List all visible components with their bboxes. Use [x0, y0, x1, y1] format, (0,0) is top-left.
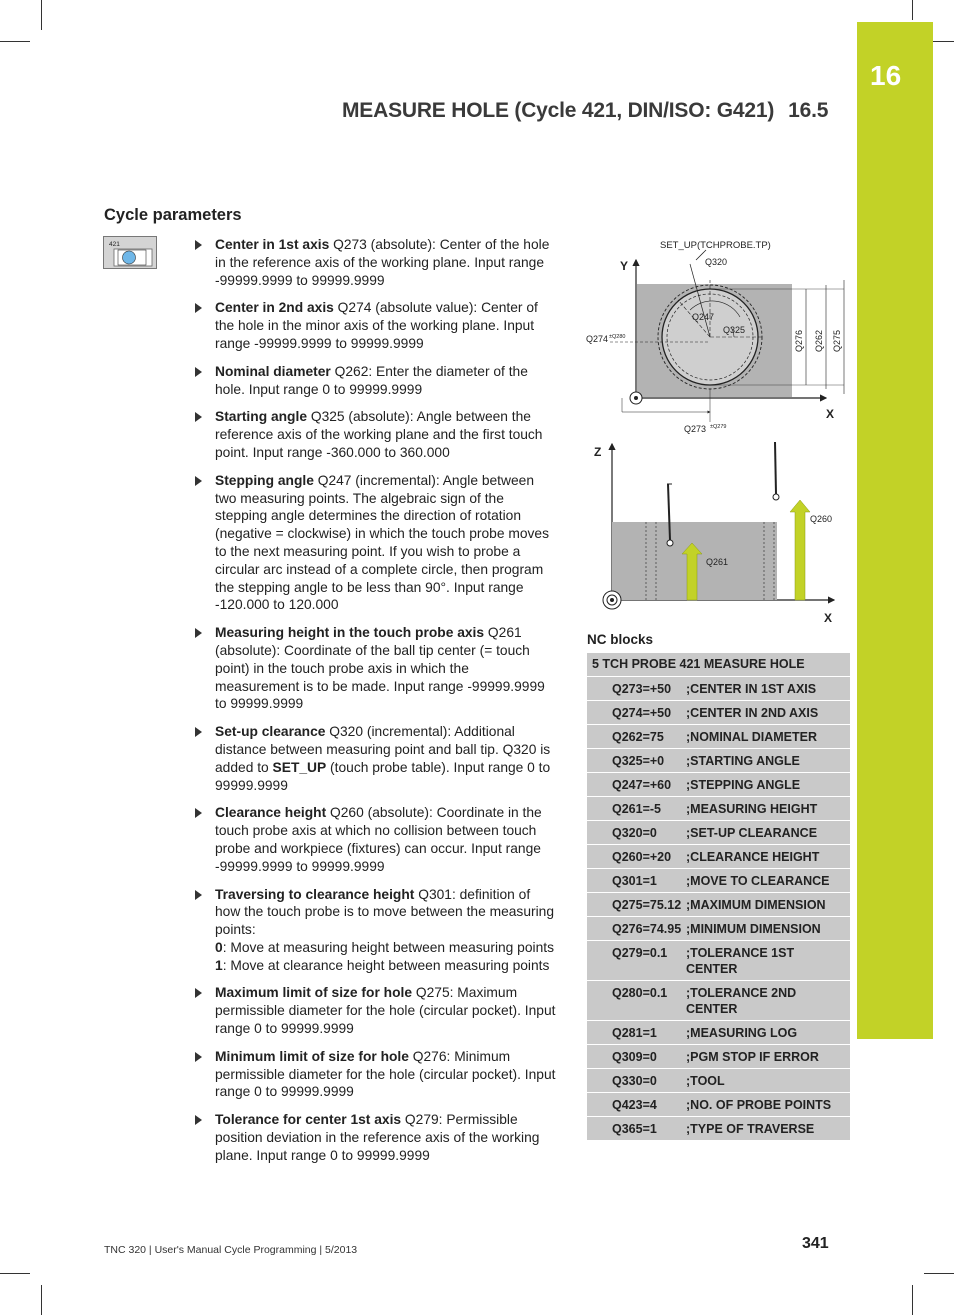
- crop-mark: [0, 41, 30, 42]
- y-axis-label: Y: [620, 259, 629, 273]
- parameter-keyword: SET_UP: [272, 759, 327, 775]
- q279-label: ±Q279: [710, 424, 727, 430]
- parameter-item: [195, 299, 557, 352]
- option-text: : Move at measuring height between measuring points: [222, 939, 555, 955]
- nc-row: [587, 1021, 850, 1044]
- nc-param: Q275=75.12: [612, 898, 682, 912]
- nc-comment: ;CENTER IN 1ST AXIS: [686, 682, 817, 696]
- nc-comment: ;MEASURING HEIGHT: [686, 802, 818, 816]
- nc-row: [587, 869, 850, 892]
- nc-blocks-title: NC blocks: [587, 632, 654, 647]
- parameter-name: Nominal diameter: [215, 363, 331, 379]
- bullet-arrow-icon: [195, 988, 202, 998]
- nc-param: Q274=+50: [612, 706, 672, 720]
- parameter-description: Q279: Permissible position deviation in the reference axis of the working plane. Input range 0 to 99999.9999: [215, 1112, 540, 1163]
- parameter-description: Q260 (absolute): Coordinate in the touch probe axis at which no collision between touch probe and workpiece (fixtures) can occur. Input range -99999.9999 to 99999.9999: [215, 805, 542, 874]
- z-axis-label: Z: [594, 445, 602, 459]
- nc-comment: ;STARTING ANGLE: [686, 754, 800, 768]
- nc-blocks-table: [587, 653, 850, 1141]
- option-key: 1: [215, 957, 223, 973]
- nc-param: Q280=0.1: [612, 986, 668, 1000]
- option-text: : Move at clearance height between measuring points: [222, 957, 550, 973]
- parameter-item: [195, 236, 557, 289]
- nc-comment: ;MINIMUM DIMENSION: [686, 922, 821, 936]
- chapter-tab: [857, 22, 933, 1039]
- nc-row: [587, 917, 850, 940]
- nc-row: [587, 821, 850, 844]
- nc-param: Q423=4: [612, 1098, 657, 1112]
- parameter-name: Stepping angle: [215, 472, 314, 488]
- nc-row: [587, 677, 850, 700]
- parameter-description: (touch probe table). Input range 0 to 99999.9999: [215, 759, 551, 793]
- nc-param: Q279=0.1: [612, 946, 668, 960]
- nc-comment: ;MOVE TO CLEARANCE: [686, 874, 830, 888]
- cycle-diagram: [586, 232, 850, 632]
- nc-header-row: 5 TCH PROBE 421 MEASURE HOLE: [587, 653, 850, 676]
- bullet-arrow-icon: [195, 1115, 202, 1125]
- page-header: [342, 99, 828, 123]
- nc-row: [587, 893, 850, 916]
- q262-label: Q262: [814, 329, 824, 352]
- nc-param: Q330=0: [612, 1074, 657, 1088]
- parameter-name: Traversing to clearance height: [215, 886, 415, 902]
- parameter-description: Q275: Maximum permissible diameter for the hole (circular pocket). Input range 0 to 99999.9999: [215, 985, 556, 1037]
- q280-label: ±Q280: [609, 334, 626, 340]
- parameter-item: [195, 363, 557, 399]
- nc-comment: ;PGM STOP IF ERROR: [686, 1050, 819, 1064]
- bullet-arrow-icon: [195, 303, 202, 313]
- nc-param: Q365=1: [612, 1122, 657, 1136]
- parameter-item: [195, 1111, 557, 1164]
- nc-param: Q309=0: [612, 1050, 657, 1064]
- nc-row: [587, 1117, 850, 1140]
- nc-row: [587, 845, 850, 868]
- nc-comment: ;CENTER IN 2ND AXIS: [686, 706, 819, 720]
- nc-comment: ;TOLERANCE 1ST CENTER: [686, 946, 795, 976]
- parameter-description: Q262: Enter the diameter of the hole. Input range 0 to 99999.9999: [215, 363, 528, 397]
- crop-mark: [924, 1273, 954, 1274]
- parameter-name: Minimum limit of size for hole: [215, 1048, 409, 1064]
- q320-label: Q320: [705, 257, 728, 267]
- crop-mark: [41, 1285, 42, 1315]
- bullet-arrow-icon: [195, 727, 202, 737]
- parameter-name: Center in 1st axis: [215, 237, 330, 252]
- q260-label: Q260: [810, 514, 833, 524]
- parameter-description: Q325 (absolute): Angle between the reference axis of the working plane and the first touch point. Input range -360.000 to 360.000: [215, 409, 543, 460]
- parameter-item: [195, 472, 557, 614]
- bullet-arrow-icon: [195, 1052, 202, 1062]
- header-title: MEASURE HOLE (Cycle 421, DIN/ISO: G421): [342, 99, 775, 122]
- section-title: Cycle parameters: [104, 206, 242, 224]
- nc-param: Q247=+60: [612, 778, 672, 792]
- parameter-description: Q301: definition of how the touch probe is to move between the measuring points:: [215, 886, 554, 938]
- q247-label: Q247: [692, 312, 715, 322]
- parameter-description: Q261 (absolute): Coordinate of the ball tip center (= touch point) in the touch probe axis in which the measurement is to be made. Input range -99999.9999 to 99999.9999: [215, 625, 545, 712]
- cycle-421-icon: [103, 236, 157, 269]
- parameter-item: [195, 984, 557, 1037]
- nc-comment: ;SET-UP CLEARANCE: [686, 826, 818, 840]
- q274-label: Q274: [586, 334, 609, 344]
- parameter-description: Q276: Minimum permissible diameter for the hole (circular pocket). Input range 0 to 99999.9999: [215, 1048, 556, 1100]
- bullet-arrow-icon: [195, 367, 202, 377]
- parameter-name: Clearance height: [215, 805, 327, 821]
- parameter-name: Maximum limit of size for hole: [215, 985, 413, 1001]
- parameter-item: [195, 408, 557, 461]
- nc-param: Q276=74.95: [612, 922, 682, 936]
- nc-comment: ;TOOL: [686, 1074, 725, 1088]
- nc-param: Q273=+50: [612, 682, 672, 696]
- nc-param: Q260=+20: [612, 850, 672, 864]
- nc-row: [587, 701, 850, 724]
- nc-param: Q281=1: [612, 1026, 657, 1040]
- nc-comment: ;NO. OF PROBE POINTS: [686, 1098, 832, 1112]
- parameter-name: Measuring height in the touch probe axis: [215, 625, 485, 641]
- option-key: 0: [215, 939, 223, 955]
- parameter-name: Set-up clearance: [215, 724, 326, 740]
- q275-label: Q275: [832, 329, 842, 352]
- bullet-arrow-icon: [195, 890, 202, 900]
- bullet-arrow-icon: [195, 412, 202, 422]
- nc-comment: ;TYPE OF TRAVERSE: [686, 1122, 815, 1136]
- parameter-description: Q320 (incremental): Additional distance between measuring point and ball tip. Q320 is added to: [215, 724, 551, 775]
- nc-param: Q325=+0: [612, 754, 665, 768]
- page-number: 341: [802, 1235, 829, 1252]
- q325-label: Q325: [723, 325, 746, 335]
- icon-label: 421: [109, 241, 120, 248]
- parameter-name: Center in 2nd axis: [215, 300, 334, 316]
- parameter-item: [195, 886, 557, 975]
- nc-row: [587, 1093, 850, 1116]
- parameter-item: [195, 1048, 557, 1101]
- nc-row: [587, 773, 850, 796]
- nc-comment: ;STEPPING ANGLE: [686, 778, 801, 792]
- parameter-item: [195, 804, 557, 875]
- parameter-name: Tolerance for center 1st axis: [215, 1112, 402, 1128]
- nc-comment: ;CLEARANCE HEIGHT: [686, 850, 820, 864]
- parameter-item: [195, 723, 557, 794]
- parameter-item: [195, 624, 557, 713]
- parameter-name: Starting angle: [215, 409, 307, 425]
- setup-label: SET_UP(TCHPROBE.TP): [660, 240, 771, 251]
- parameter-list: [195, 236, 557, 1175]
- bullet-arrow-icon: [195, 808, 202, 818]
- nc-param: Q262=75: [612, 730, 664, 744]
- nc-comment: ;TOLERANCE 2ND CENTER: [686, 986, 797, 1016]
- crop-mark: [912, 1285, 913, 1315]
- x-axis-label-side: X: [824, 611, 833, 625]
- bullet-arrow-icon: [195, 628, 202, 638]
- chapter-number: 16: [870, 60, 902, 91]
- bullet-arrow-icon: [195, 476, 202, 486]
- x-axis-label-top: X: [826, 407, 835, 421]
- q260-arrow: [790, 500, 810, 600]
- q276-label: Q276: [794, 329, 804, 352]
- nc-row: [587, 981, 850, 1020]
- bullet-arrow-icon: [195, 240, 202, 250]
- q261-label: Q261: [706, 557, 729, 567]
- nc-row: [587, 1069, 850, 1092]
- nc-row: [587, 749, 850, 772]
- parameter-description: Q273 (absolute): Center of the hole in the reference axis of the working plane. Input range -99999.9999 to 99999.9999: [215, 237, 550, 288]
- parameter-description: Q247 (incremental): Angle between two measuring points. The algebraic sign of the stepping angle determines the direction of rotation (negative = clockwise) in which the touch probe moves to the next measuring point. If you wish to probe a circular arc instead of a complete circle, then program the stepping angle to be less than 90°. Input range -120.000 to 120.000: [215, 472, 549, 613]
- footer-text: TNC 320 | User's Manual Cycle Programming | 5/2013: [104, 1244, 358, 1256]
- q273-label: Q273: [684, 424, 707, 434]
- nc-row: [587, 797, 850, 820]
- nc-param: Q261=-5: [612, 802, 661, 816]
- nc-comment: ;MAXIMUM DIMENSION: [686, 898, 826, 912]
- header-section: 16.5: [788, 99, 829, 122]
- nc-row: [587, 1045, 850, 1068]
- parameter-description: Q274 (absolute value): Center of the hole in the minor axis of the working plane. Input range -99999.9999 to 99999.9999: [215, 300, 538, 351]
- nc-param: Q301=1: [612, 874, 657, 888]
- nc-param: Q320=0: [612, 826, 657, 840]
- nc-comment: ;NOMINAL DIAMETER: [686, 730, 818, 744]
- crop-mark: [41, 0, 42, 30]
- nc-comment: ;MEASURING LOG: [686, 1026, 798, 1040]
- nc-row: [587, 941, 850, 980]
- nc-row: [587, 725, 850, 748]
- crop-mark: [912, 0, 913, 20]
- crop-mark: [0, 1273, 30, 1274]
